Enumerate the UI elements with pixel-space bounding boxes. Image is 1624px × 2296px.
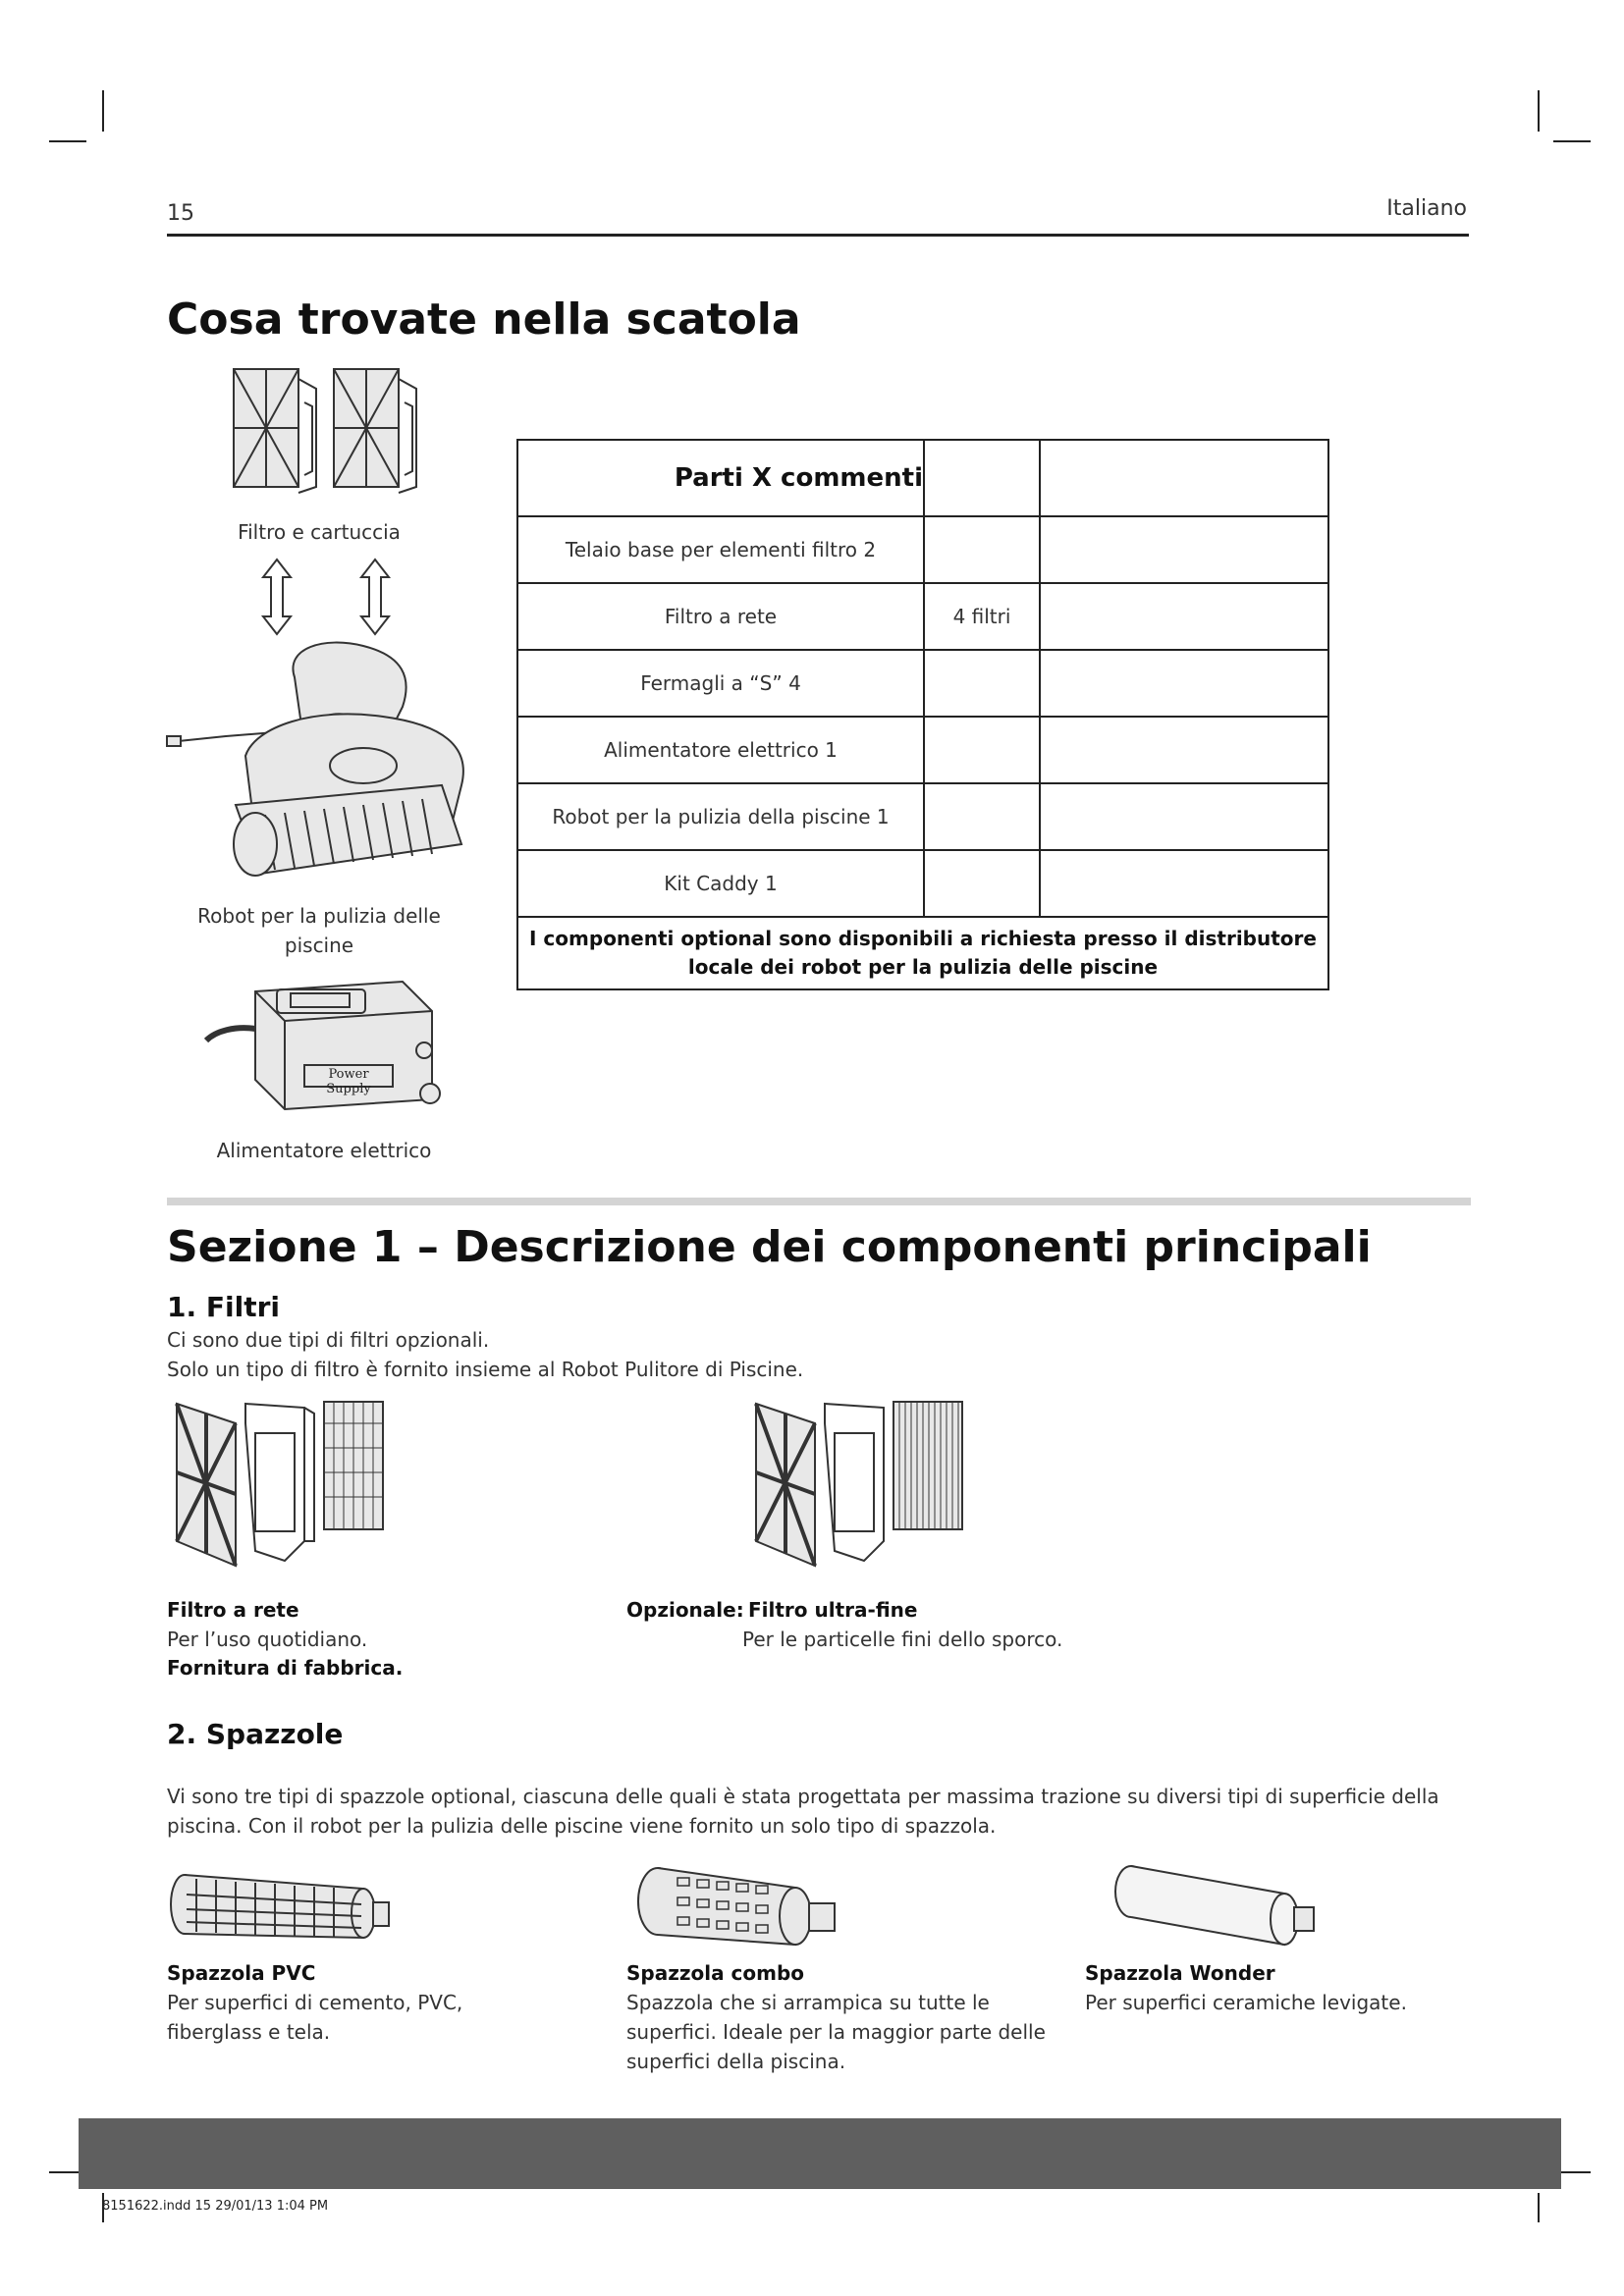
power-supply-caption: Alimentatore elettrico	[216, 1139, 432, 1162]
combo-brush-illustration	[628, 1860, 854, 1953]
ultrafine-filter-illustration	[746, 1394, 982, 1571]
filter-caption: Filtro e cartuccia	[238, 520, 401, 544]
table-row	[517, 583, 1328, 650]
ultrafine-filter-desc: Per le particelle fini dello sporco.	[742, 1628, 1063, 1651]
parts-table-title: Parti X commenti	[517, 440, 924, 516]
table-row	[517, 650, 1328, 717]
wonder-brush-name: Spazzola Wonder	[1085, 1961, 1275, 1985]
table-cell	[1040, 717, 1328, 783]
section1-title: Sezione 1 – Descrizione dei componenti principali	[167, 1222, 1372, 1272]
parts-table	[516, 439, 1329, 990]
table-cell	[924, 516, 1040, 583]
table-cell	[1040, 583, 1328, 650]
crop-mark	[1538, 90, 1540, 132]
table-row	[517, 516, 1328, 583]
table-cell: Filtro a rete	[517, 583, 924, 650]
combo-brush-desc: superfici. Ideale per la maggior parte delle	[626, 2020, 1046, 2044]
robot-caption: Robot per la pulizia delle piscine	[197, 904, 441, 957]
crop-mark	[1553, 140, 1591, 142]
table-footer-line: I componenti optional sono disponibili a richiesta presso il distributore	[529, 927, 1317, 950]
crop-mark	[1538, 2193, 1540, 2222]
table-cell	[1040, 650, 1328, 717]
table-cell	[1040, 850, 1328, 917]
table-row	[517, 717, 1328, 783]
mesh-filter-note: Fornitura di fabbrica.	[167, 1656, 404, 1680]
table-cell: Telaio base per elementi filtro 2	[517, 516, 924, 583]
filter-cartridge-illustration	[226, 363, 422, 520]
footer-band	[79, 2118, 1561, 2189]
section-divider	[167, 1198, 1471, 1205]
box-contents-title: Cosa trovate nella scatola	[167, 294, 801, 345]
table-footer-note	[517, 917, 1328, 989]
pvc-brush-name: Spazzola PVC	[167, 1961, 316, 1985]
filters-intro-line: Solo un tipo di filtro è fornito insieme al Robot Pulitore di Piscine.	[167, 1358, 804, 1381]
table-cell: Alimentatore elettrico 1	[517, 717, 924, 783]
mesh-filter-desc: Per l’uso quotidiano.	[167, 1628, 368, 1651]
table-cell	[924, 783, 1040, 850]
wonder-brush-illustration	[1110, 1860, 1326, 1953]
wonder-brush-desc: Per superfici ceramiche levigate.	[1085, 1991, 1407, 2014]
table-cell: 4 filtri	[924, 583, 1040, 650]
mesh-filter-illustration	[167, 1394, 403, 1571]
brushes-intro-line: Vi sono tre tipi di spazzole optional, ciascuna delle quali è stata progettata per massima trazione su diversi tipi di superficie della	[167, 1785, 1439, 1808]
page-number: 15	[167, 201, 194, 226]
table-footer-line: locale dei robot per la pulizia delle piscine	[687, 955, 1159, 979]
ultrafine-prefix: Opzionale:	[626, 1598, 744, 1622]
table-cell	[924, 650, 1040, 717]
crop-mark	[49, 140, 86, 142]
table-cell	[1040, 783, 1328, 850]
combo-brush-desc: Spazzola che si arrampica su tutte le	[626, 1991, 990, 2014]
pvc-brush-illustration	[167, 1865, 393, 1953]
table-cell: Robot per la pulizia della piscine 1	[517, 783, 924, 850]
arrow-icon	[355, 558, 395, 636]
table-cell: Fermagli a “S” 4	[517, 650, 924, 717]
language-label: Italiano	[1386, 196, 1467, 221]
pvc-brush-desc: Per superfici di cemento, PVC,	[167, 1991, 463, 2014]
combo-brush-name: Spazzola combo	[626, 1961, 805, 1985]
table-row	[517, 783, 1328, 850]
brushes-heading: 2. Spazzole	[167, 1718, 344, 1750]
brushes-intro-line: piscina. Con il robot per la pulizia delle piscine viene fornito un solo tipo di spazzola.	[167, 1814, 997, 1838]
ultrafine-filter-name: Filtro ultra-fine	[748, 1598, 918, 1622]
table-row	[517, 850, 1328, 917]
power-supply-illustration	[206, 972, 452, 1129]
table-cell	[924, 717, 1040, 783]
table-cell: Kit Caddy 1	[517, 850, 924, 917]
filters-intro-line: Ci sono due tipi di filtri opzionali.	[167, 1328, 490, 1352]
power-supply-label: Power Supply	[326, 1067, 371, 1096]
header-rule	[167, 234, 1469, 237]
table-cell	[924, 850, 1040, 917]
mesh-filter-name: Filtro a rete	[167, 1598, 299, 1622]
filters-heading: 1. Filtri	[167, 1291, 280, 1323]
table-cell	[1040, 516, 1328, 583]
pvc-brush-desc: fiberglass e tela.	[167, 2020, 331, 2044]
pool-robot-illustration	[167, 638, 491, 903]
arrow-icon	[257, 558, 297, 636]
crop-mark	[102, 90, 104, 132]
combo-brush-desc: superfici della piscina.	[626, 2050, 846, 2073]
print-slug: 8151622.indd 15 29/01/13 1:04 PM	[102, 2199, 329, 2214]
